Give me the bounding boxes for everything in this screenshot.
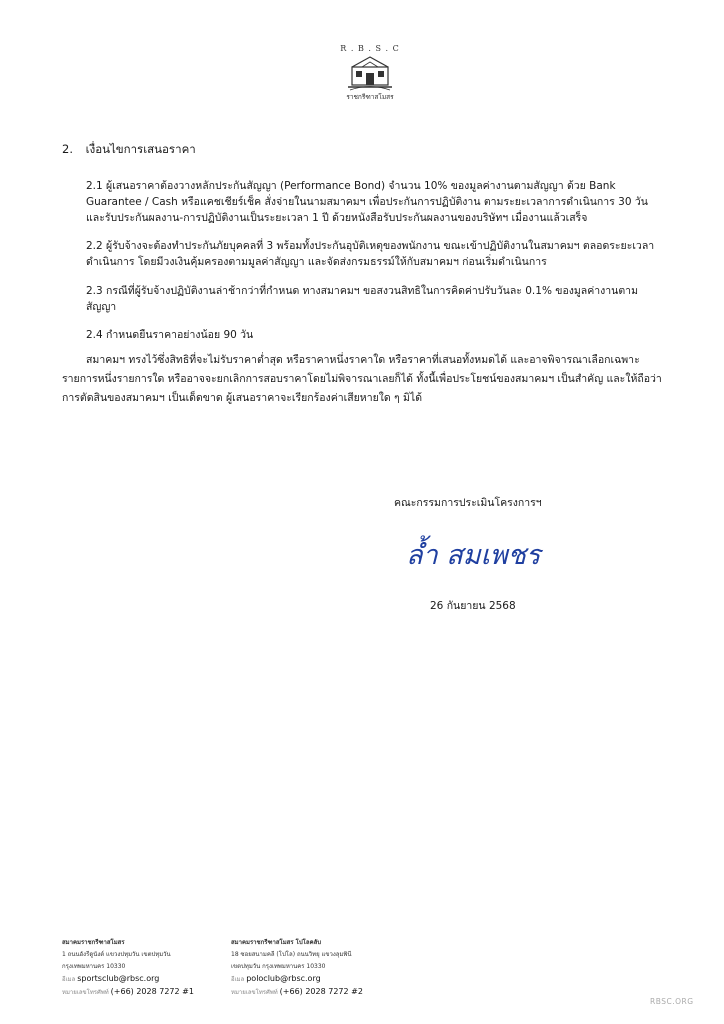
- footer-website-link[interactable]: RBSC.ORG: [650, 997, 694, 1006]
- condition-item: 2.2 ผู้รับจ้างจะต้องทำประกันภัยบุคคลที่ 3 พร้อมทั้งประกันอุบัติเหตุของพนักงาน ขณะเข้าปฏิบัติงานในสมาคมฯ ตลอดระยะเวลาดำเนินการ โดยมีวงเงินคุ้มครองตามมูลค่าสัญญา และจัดส่งกรมธรรม์ให้กับสมาคมฯ ก่อนเริ่มดำเนินการ: [86, 240, 655, 268]
- logo-subtitle: ราชกรีฑาสโมสร: [346, 93, 394, 101]
- condition-item: 2.3 กรณีที่ผู้รับจ้างปฏิบัติงานล่าช้ากว่าที่กำหนด ทางสมาคมฯ ขอสงวนสิทธิในการคิดค่าปรับวันละ 0.1% ของมูลค่างานตามสัญญา: [86, 285, 638, 313]
- footer-email-label: อีเมล: [231, 976, 245, 983]
- footer-phone-label: หมายเลขโทรศัพท์: [62, 989, 109, 996]
- section-title: เงื่อนไขการเสนอราคา: [85, 142, 196, 156]
- footer-address-line: 18 ซอยสนามคลี (โปโล) ถนนวิทยุ แขวงลุมพินี: [231, 951, 352, 958]
- footer-phone[interactable]: (+66) 2028 7272 #1: [110, 987, 194, 996]
- section-number: 2.: [62, 142, 73, 156]
- footer-org-name: สมาคมราชกรีฑาสโมสร: [62, 939, 125, 946]
- footer-contact-sports-club: [62, 937, 194, 999]
- footer-address-line: 1 ถนนอังรีดูนังต์ แขวงปทุมวัน เขตปทุมวัน: [62, 951, 171, 958]
- rights-paragraph: สมาคมฯ ทรงไว้ซึ่งสิทธิที่จะไม่รับราคาต่ำสุด หรือราคาหนึ่งราคาใด หรือราคาที่เสนอทั้งหมดได้ และอาจพิจารณาเลือกเฉพาะรายการหนึ่งรายการใด หรืออาจจะยกเลิกการสอบราคาโดยไม่พิจารณาเลยก็ได้ ทั้งนี้เพื่อประโยชน์ของสมาคมฯ เป็นสำคัญ และให้ถือว่าการตัดสินของสมาคมฯ เป็นเด็ดขาด ผู้เสนอราคาจะเรียกร้องค่าเสียหายใด ๆ มิได้: [62, 354, 662, 404]
- condition-item: 2.4 กำหนดยืนราคาอย่างน้อย 90 วัน: [86, 329, 254, 341]
- club-crest-icon: [348, 53, 392, 91]
- footer-contact-polo-club: [231, 937, 363, 999]
- footer-address-line: เขตปทุมวัน กรุงเทพมหานคร 10330: [231, 963, 326, 970]
- footer-email-label: อีเมล: [62, 976, 76, 983]
- logo-initials: R . B . S . C: [340, 44, 400, 53]
- condition-item: 2.1 ผู้เสนอราคาต้องวางหลักประกันสัญญา (Performance Bond) จำนวน 10% ของมูลค่างานตามสัญญา ด้วย Bank Guarantee / Cash หรือแคชเชียร์เช็ค สั่งจ่ายในนามสมาคมฯ เพื่อประกันการปฏิบัติงาน ตามระยะเวลาการดำเนินการ 30 วัน และรับประกันผลงาน-การปฏิบัติงานเป็นระยะเวลา 1 ปี ด้วยหนังสือรับประกันผลงานของบริษัทฯ เมื่องานแล้วเสร็จ: [86, 180, 648, 224]
- signature-text: ล้ำ สมเพชร: [406, 540, 541, 571]
- footer-email-link[interactable]: sportsclub@rbsc.org: [77, 974, 160, 983]
- committee-name: คณะกรรมการประเมินโครงการฯ: [394, 497, 542, 509]
- club-logo: [330, 44, 410, 106]
- document-date: 26 กันยายน 2568: [430, 600, 516, 612]
- section-heading: [62, 141, 196, 159]
- footer-phone[interactable]: (+66) 2028 7272 #2: [279, 987, 363, 996]
- footer-phone-label: หมายเลขโทรศัพท์: [231, 989, 278, 996]
- signature: [404, 528, 554, 576]
- footer-email-link[interactable]: poloclub@rbsc.org: [246, 974, 321, 983]
- footer-address-line: กรุงเทพมหานคร 10330: [62, 963, 126, 970]
- footer-org-name: สมาคมราชกรีฑาสโมสร โปโลคลับ: [231, 939, 322, 946]
